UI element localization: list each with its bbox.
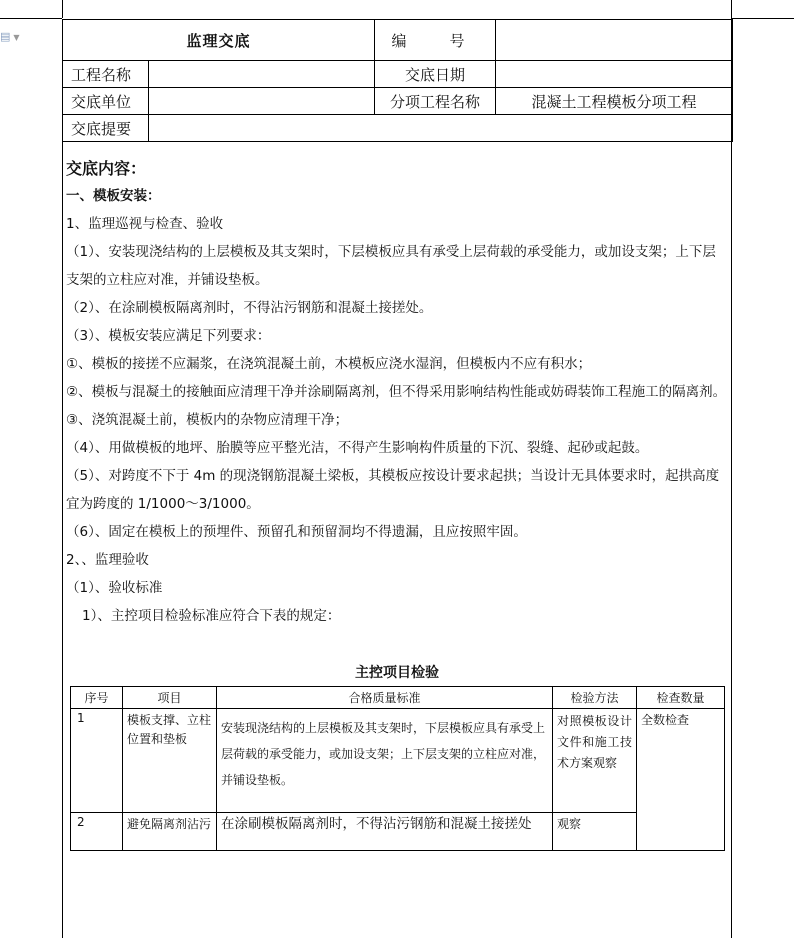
col-header: 检查数量 (637, 687, 725, 709)
date-value[interactable] (496, 61, 733, 88)
col-header: 合格质量标准 (217, 687, 553, 709)
number-value[interactable] (496, 20, 733, 61)
row-no: 2 (71, 813, 123, 851)
row-standard: 安装现浇结构的上层模板及其支架时，下层模板应具有承受上层荷载的承受能力，或加设支架；上下层支架的立柱应对准，并铺设垫板。 (217, 709, 553, 813)
paragraph: （3）、模板安装应满足下列要求： (66, 328, 271, 344)
number-label: 编 号 (375, 20, 496, 61)
inspection-table (70, 686, 725, 851)
content-heading: 交底内容： (66, 159, 147, 178)
page-corner-mark-left (62, 0, 63, 18)
row-quantity: 全数检查 (637, 709, 725, 851)
row-item: 模板支撑、立柱位置和垫板 (123, 709, 217, 813)
paragraph: （1）、安装现浇结构的上层模板及其支架时，下层模板应具有承受上层荷载的承受能力，或加设支架；上下层支架的立柱应对准，并铺设垫板。 (66, 244, 716, 288)
section-heading: 一、模板安装： (66, 188, 161, 204)
unit-label: 交底单位 (63, 88, 149, 115)
col-header: 序号 (71, 687, 123, 709)
paragraph: （6）、固定在模板上的预埋件、预留孔和预留洞均不得遗漏，且应按照牢固。 (66, 524, 527, 540)
summary-value[interactable] (149, 115, 733, 142)
paragraph: 2、、监理验收 (66, 552, 149, 568)
sub-project-label: 分项工程名称 (375, 88, 496, 115)
paragraph: （2）、在涂刷模板隔离剂时，不得沾污钢筋和混凝土接搓处。 (66, 300, 433, 316)
date-label: 交底日期 (375, 61, 496, 88)
paragraph: （5）、对跨度不下于 4m 的现浇钢筋混凝土梁板，其模板应按设计要求起拱；当设计无具体要求时，起拱高度宜为跨度的 1/1000～3/1000。 (66, 468, 720, 512)
paragraph: （4）、用做模板的地坪、胎膜等应平整光洁，不得产生影响构件质量的下沉、裂缝、起砂或起鼓。 (66, 440, 649, 456)
paragraph: ②、模板与混凝土的接触面应清理干净并涂刷隔离剂，但不得采用影响结构性能或妨碍装饰工程施工的隔离剂。 (66, 384, 727, 400)
project-name-label: 工程名称 (63, 61, 149, 88)
chevron-down-icon: ▼ (13, 33, 20, 42)
row-method: 对照模板设计文件和施工技术方案观察 (553, 709, 637, 813)
table-title: 主控项目检验 (355, 665, 439, 681)
paste-options-icon[interactable]: ▤ ▼ (0, 30, 20, 43)
briefing-content (66, 156, 728, 630)
row-standard: 在涂刷模板隔离剂时，不得沾污钢筋和混凝土接搓处 (217, 813, 553, 851)
row-no: 1 (71, 709, 123, 813)
row-item: 避免隔离剂沾污 (123, 813, 217, 851)
document-title: 监理交底 (63, 20, 375, 61)
page-top-edge-left (0, 0, 62, 19)
summary-label: 交底提要 (63, 115, 149, 142)
col-header: 项目 (123, 687, 217, 709)
table-row (71, 709, 725, 813)
paragraph: 1、监理巡视与检查、验收 (66, 216, 224, 232)
paragraph: ①、模板的接搓不应漏浆，在浇筑混凝土前，木模板应浇水湿润，但模板内不应有积水； (66, 356, 592, 372)
paragraph: 1）、主控项目检验标准应符合下表的规定： (82, 608, 341, 624)
table-row (71, 813, 725, 851)
page-top-edge-right (731, 0, 794, 19)
col-header: 检验方法 (553, 687, 637, 709)
unit-value[interactable] (149, 88, 375, 115)
header-table (62, 19, 733, 142)
row-method: 观察 (553, 813, 637, 851)
paragraph: ③、浇筑混凝土前，模板内的杂物应清理干净； (66, 412, 349, 428)
page-corner-mark-right (731, 0, 732, 18)
paragraph: （1）、验收标准 (66, 580, 163, 596)
sub-project-value[interactable]: 混凝土工程模板分项工程 (496, 88, 733, 115)
project-name-value[interactable] (149, 61, 375, 88)
